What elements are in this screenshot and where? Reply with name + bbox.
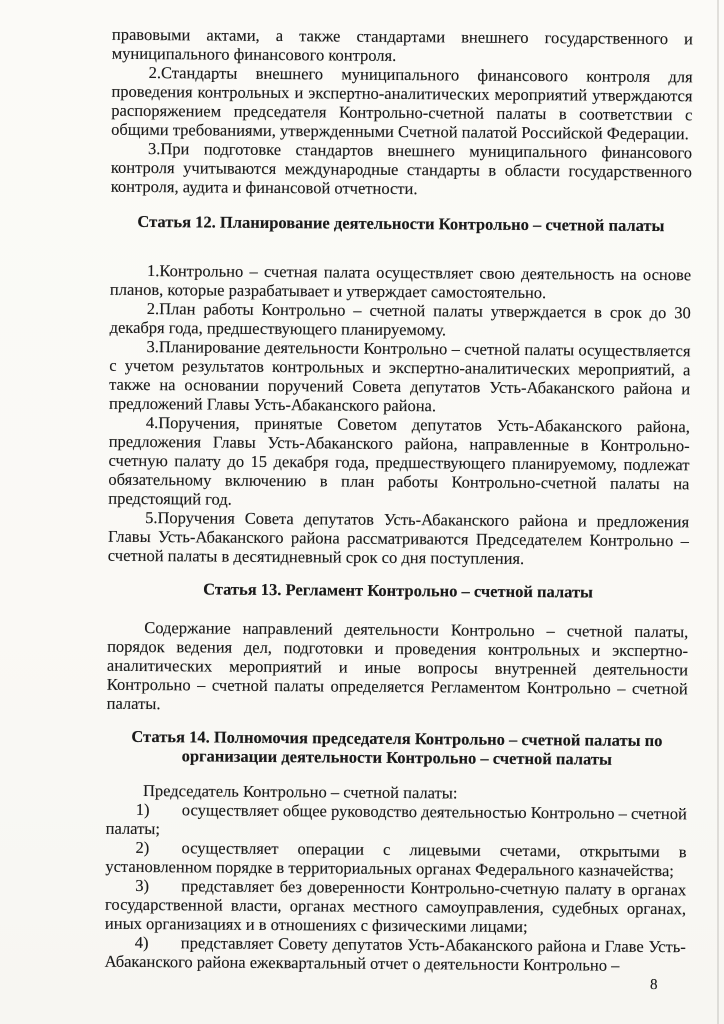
article-14-heading: Статья 14. Полномочия председателя Контрольно – счетной палаты по организации деятельности Контрольно – счетной палаты bbox=[131, 726, 663, 769]
item-marker: 2) bbox=[135, 837, 150, 858]
paragraph-reglament: Содержание направлений деятельности Контрольно – счетной палаты, порядок ведения дел, подготовки и проведения контрольных и экспертно-аналитических мероприятий и иные вопросы внутренней деятельности Контрольно – счетной палаты определяется Регламентом Контрольно – счетной палаты. bbox=[106, 617, 689, 714]
page-number: 8 bbox=[649, 976, 658, 994]
item-text: представляет Совету депутатов Усть-Абаканского района и Главе Усть-Абаканского района ежеквартальный отчет о деятельности Контрольно – bbox=[104, 933, 686, 975]
numbered-item-1 bbox=[106, 800, 687, 843]
paragraph-standards-3: 3.При подготовке стандартов внешнего муниципального финансового контроля учитываются международные стандарты в области государственного контроля, аудита и финансовой отчетности. bbox=[110, 139, 693, 199]
page-content bbox=[104, 25, 693, 996]
scan-edge-artifact bbox=[717, 0, 719, 1024]
paragraph-planning-4: 4.Поручения, принятые Советом депутатов Усть-Абаканского района, предложения Главы Усть-Абаканского района, направленные в Контрольно-счетную палату до 15 декабря года, предшествующего планируемому, подлежат обязательному включению в план работы Контрольно-счетной палаты на предстоящий год. bbox=[108, 412, 690, 509]
item-marker: 1) bbox=[135, 799, 150, 820]
paragraph-planning-3: 3.Планирование деятельности Контрольно – счетной палаты осуществляется с учетом результатов контрольных и экспертно-аналитических мероприятий, а также на основании поручений Совета депутатов Усть-Абаканского района и предложений Главы Усть-Абаканского района. bbox=[108, 336, 691, 416]
item-text: осуществляет операции с лицевыми счетами, открытыми в установленном порядке в территориальных органах Федерального казначейства; bbox=[105, 838, 687, 881]
numbered-item-3 bbox=[105, 876, 686, 938]
paragraph-continuation: правовыми актами, а также стандартами внешнего государственного и муниципального финансового контроля. bbox=[111, 24, 693, 65]
paragraph-standards-2: 2.Стандарты внешнего муниципального финансового контроля для проведения контрольных и экспертно-аналитических мероприятий утверждаются распоряжением председателя Контрольно-счетной палаты в соответствии с общими требованиями, утвержденными Счетной палатой Российской Федерации. bbox=[111, 63, 693, 144]
paragraph-planning-5: 5.Поручения Совета депутатов Усть-Абаканского района и предложения Главы Усть-Абаканского района рассматриваются Председателем Контрольно – счетной палаты в десятидневный срок со дня поступления. bbox=[107, 507, 690, 568]
paragraph-planning-1: 1.Контрольно – счетная палата осуществляет свою деятельность на основе планов, которые разрабатывает и утверждает самостоятельно. bbox=[109, 261, 692, 303]
article-13-heading: Статья 13. Регламент Контрольно – счетной палаты bbox=[203, 579, 594, 602]
item-text: представляет без доверенности Контрольно-счетную палату в органах государственной власти, органах местного самоуправления, судебных органах, иных организациях и в отношениях с физическими лицами; bbox=[104, 876, 687, 937]
paragraph-planning-2: 2.План работы Контрольно – счетной палаты утверждается в срок до 30 декабря года, предшествующего планируемому. bbox=[109, 299, 691, 340]
numbered-item-4 bbox=[105, 933, 686, 976]
item-text: осуществляет общее руководство деятельностью Контрольно – счетной палаты; bbox=[105, 800, 687, 839]
item-marker: 4) bbox=[134, 932, 149, 953]
paragraph-chairman-intro: Председатель Контрольно – счетной палаты: bbox=[142, 780, 458, 803]
numbered-item-2 bbox=[105, 838, 686, 881]
item-marker: 3) bbox=[135, 875, 150, 896]
article-12-heading: Статья 12. Планирование деятельности Контрольно – счетной палаты bbox=[137, 211, 665, 236]
